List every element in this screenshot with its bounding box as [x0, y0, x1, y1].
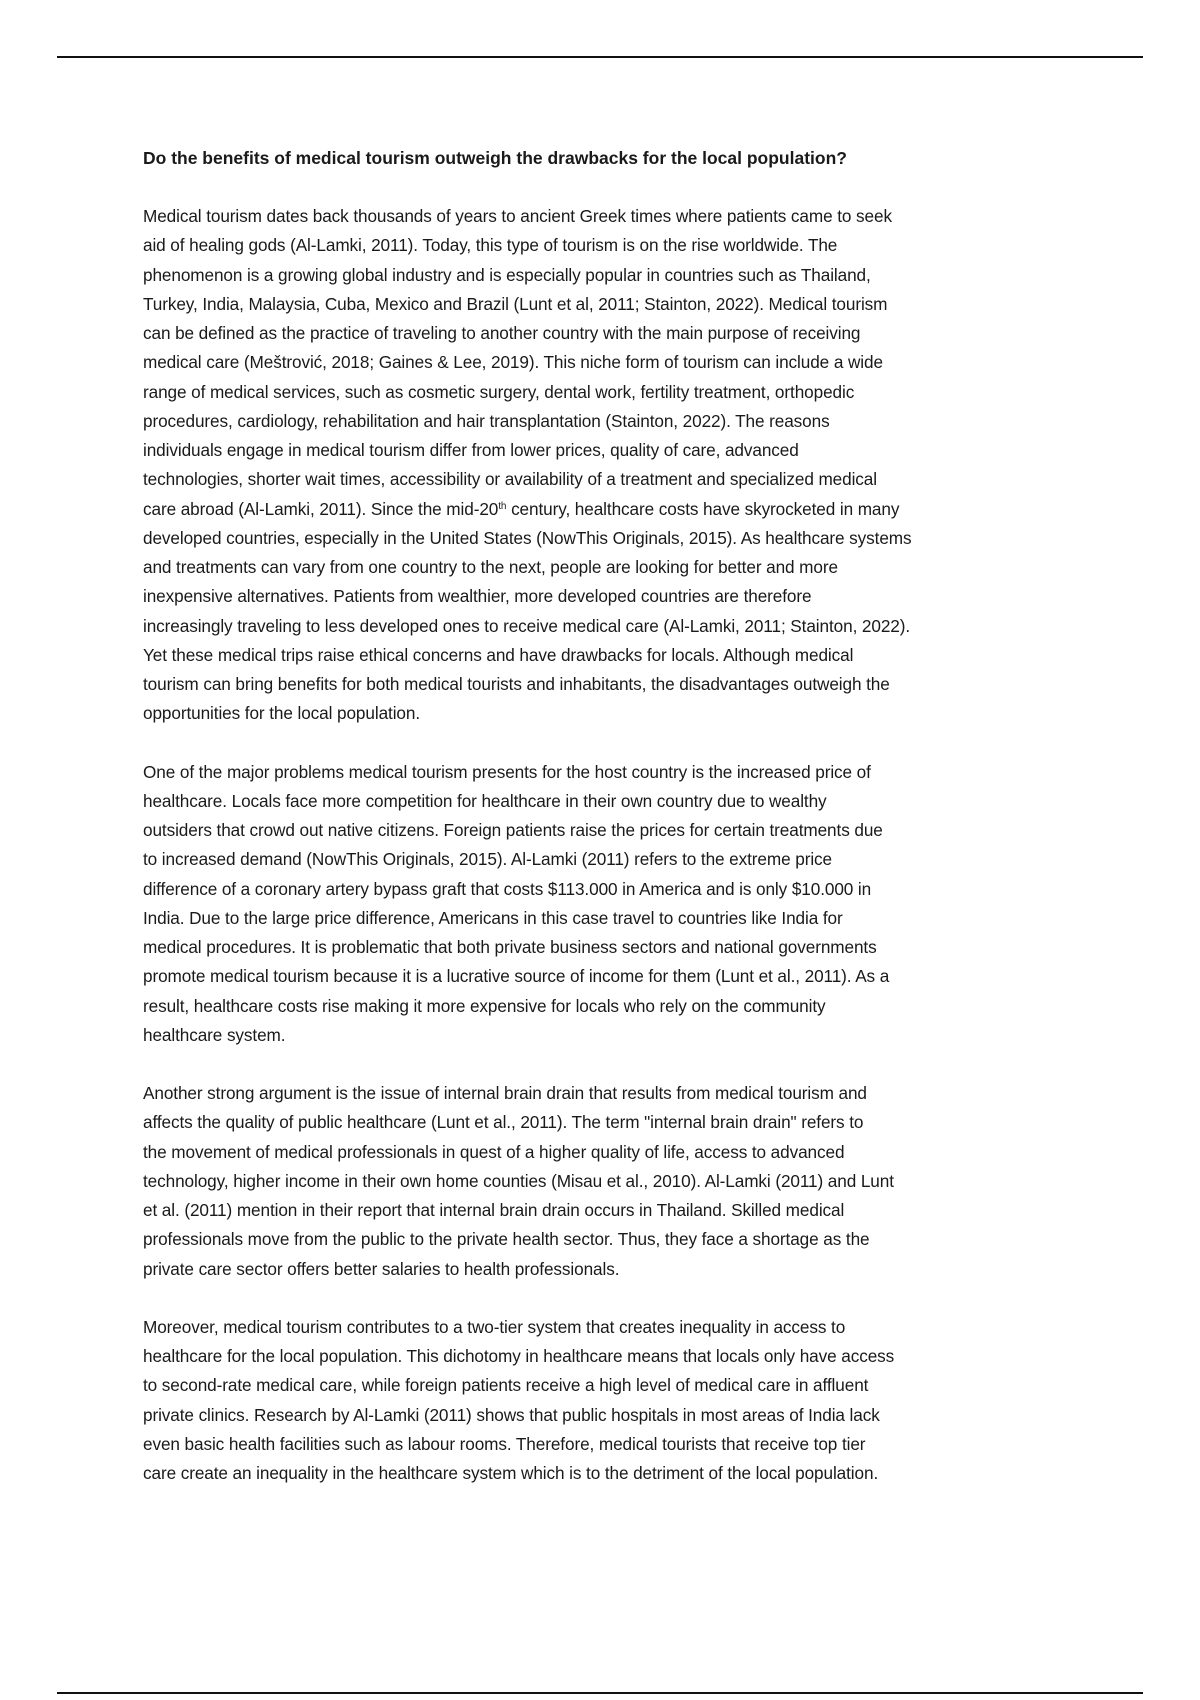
spacer	[143, 1050, 1083, 1079]
text-line: and treatments can vary from one country to the next, people are looking for better and more	[143, 557, 838, 577]
document-body	[143, 143, 1083, 1488]
text-line: India. Due to the large price difference, Americans in this case travel to countries like India for	[143, 907, 843, 928]
text-line: Moreover, medical tourism contributes to a two-tier system that creates inequality in access to	[143, 1316, 846, 1337]
text-fragment: care abroad (Al-Lamki, 2011). Since the mid-20	[143, 498, 499, 519]
spacer	[143, 729, 1083, 758]
text-line: range of medical services, such as cosmetic surgery, dental work, fertility treatment, orthopedic	[143, 381, 855, 402]
text-line: healthcare for the local population. This dichotomy in healthcare means that locals only have access	[143, 1346, 895, 1366]
text-line: healthcare. Locals face more competition for healthcare in their own country due to wealthy	[143, 790, 827, 811]
text-line: medical care (Meštrović, 2018; Gaines & Lee, 2019). This niche form of tourism can include a wide	[143, 352, 883, 373]
text-line: promote medical tourism because it is a lucrative source of income for them (Lunt et al., 2011). As a	[143, 966, 890, 987]
paragraph-two-tier-system	[143, 1313, 1083, 1489]
text-line: opportunities for the local population.	[143, 703, 421, 724]
top-divider	[57, 56, 1143, 58]
text-line: to increased demand (NowThis Originals, 2015). Al-Lamki (2011) refers to the extreme price	[143, 849, 832, 870]
text-line: procedures, cardiology, rehabilitation and hair transplantation (Stainton, 2022). The reasons	[143, 410, 830, 431]
paragraph-introduction	[143, 202, 1083, 729]
text-line: healthcare system.	[143, 1024, 286, 1045]
text-line: technologies, shorter wait times, accessibility or availability of a treatment and specialized medical	[143, 469, 877, 490]
text-line: inexpensive alternatives. Patients from wealthier, more developed countries are therefore	[143, 586, 812, 607]
text-line-with-superscript	[143, 495, 1083, 524]
text-line: the movement of medical professionals in quest of a higher quality of life, access to advanced	[143, 1141, 845, 1162]
text-line: outsiders that crowd out native citizens. Foreign patients raise the prices for certain treatments due	[143, 820, 883, 840]
text-line: et al. (2011) mention in their report that internal brain drain occurs in Thailand. Skilled medical	[143, 1200, 845, 1220]
text-line: individuals engage in medical tourism differ from lower prices, quality of care, advanced	[143, 440, 799, 460]
paragraph-healthcare-prices	[143, 758, 1083, 1051]
text-line: Medical tourism dates back thousands of years to ancient Greek times where patients came to seek	[143, 206, 892, 226]
text-line: tourism can bring benefits for both medical tourists and inhabitants, the disadvantages outweigh the	[143, 674, 890, 694]
text-line: Turkey, India, Malaysia, Cuba, Mexico and Brazil (Lunt et al, 2011; Stainton, 2022). Medical tourism	[143, 293, 888, 314]
text-line: One of the major problems medical tourism presents for the host country is the increased price of	[143, 761, 871, 782]
superscript: th	[498, 500, 507, 512]
text-line: increasingly traveling to less developed ones to receive medical care (Al-Lamki, 2011; Stainton, 2022).	[143, 615, 911, 636]
text-line: Another strong argument is the issue of internal brain drain that results from medical tourism and	[143, 1083, 867, 1103]
document-title: Do the benefits of medical tourism outweigh the drawbacks for the local population?	[143, 148, 847, 168]
text-line: medical procedures. It is problematic that both private business sectors and national governments	[143, 937, 877, 957]
text-line: result, healthcare costs rise making it more expensive for locals who rely on the community	[143, 995, 826, 1016]
text-line: private care sector offers better salaries to health professionals.	[143, 1258, 620, 1279]
text-line: can be defined as the practice of traveling to another country with the main purpose of receiving	[143, 323, 861, 343]
text-line: private clinics. Research by Al-Lamki (2011) shows that public hospitals in most areas of India lack	[143, 1404, 880, 1425]
spacer	[143, 1284, 1083, 1313]
spacer	[143, 173, 1083, 202]
text-line: technology, higher income in their own home counties (Misau et al., 2010). Al-Lamki (2011) and Lunt	[143, 1170, 894, 1191]
text-line: difference of a coronary artery bypass graft that costs $113.000 in America and is only $10.000 in	[143, 878, 872, 899]
text-line: even basic health facilities such as labour rooms. Therefore, medical tourists that receive top tier	[143, 1433, 866, 1454]
bottom-divider	[57, 1692, 1143, 1694]
text-fragment: century, healthcare costs have skyrocketed in many	[506, 498, 900, 519]
paragraph-brain-drain	[143, 1079, 1083, 1284]
text-line: affects the quality of public healthcare (Lunt et al., 2011). The term "internal brain drain" refers to	[143, 1112, 864, 1133]
text-line: to second-rate medical care, while foreign patients receive a high level of medical care in affluent	[143, 1375, 869, 1396]
text-line: aid of healing gods (Al-Lamki, 2011). Today, this type of tourism is on the rise worldwide. The	[143, 235, 838, 256]
text-line: care create an inequality in the healthcare system which is to the detriment of the local population.	[143, 1463, 879, 1483]
text-line: Yet these medical trips raise ethical concerns and have drawbacks for locals. Although medical	[143, 644, 854, 665]
text-line: phenomenon is a growing global industry and is especially popular in countries such as Thailand,	[143, 264, 871, 285]
text-line: professionals move from the public to the private health sector. Thus, they face a shortage as the	[143, 1229, 870, 1250]
text-line: developed countries, especially in the United States (NowThis Originals, 2015). As healthcare systems	[143, 527, 912, 548]
